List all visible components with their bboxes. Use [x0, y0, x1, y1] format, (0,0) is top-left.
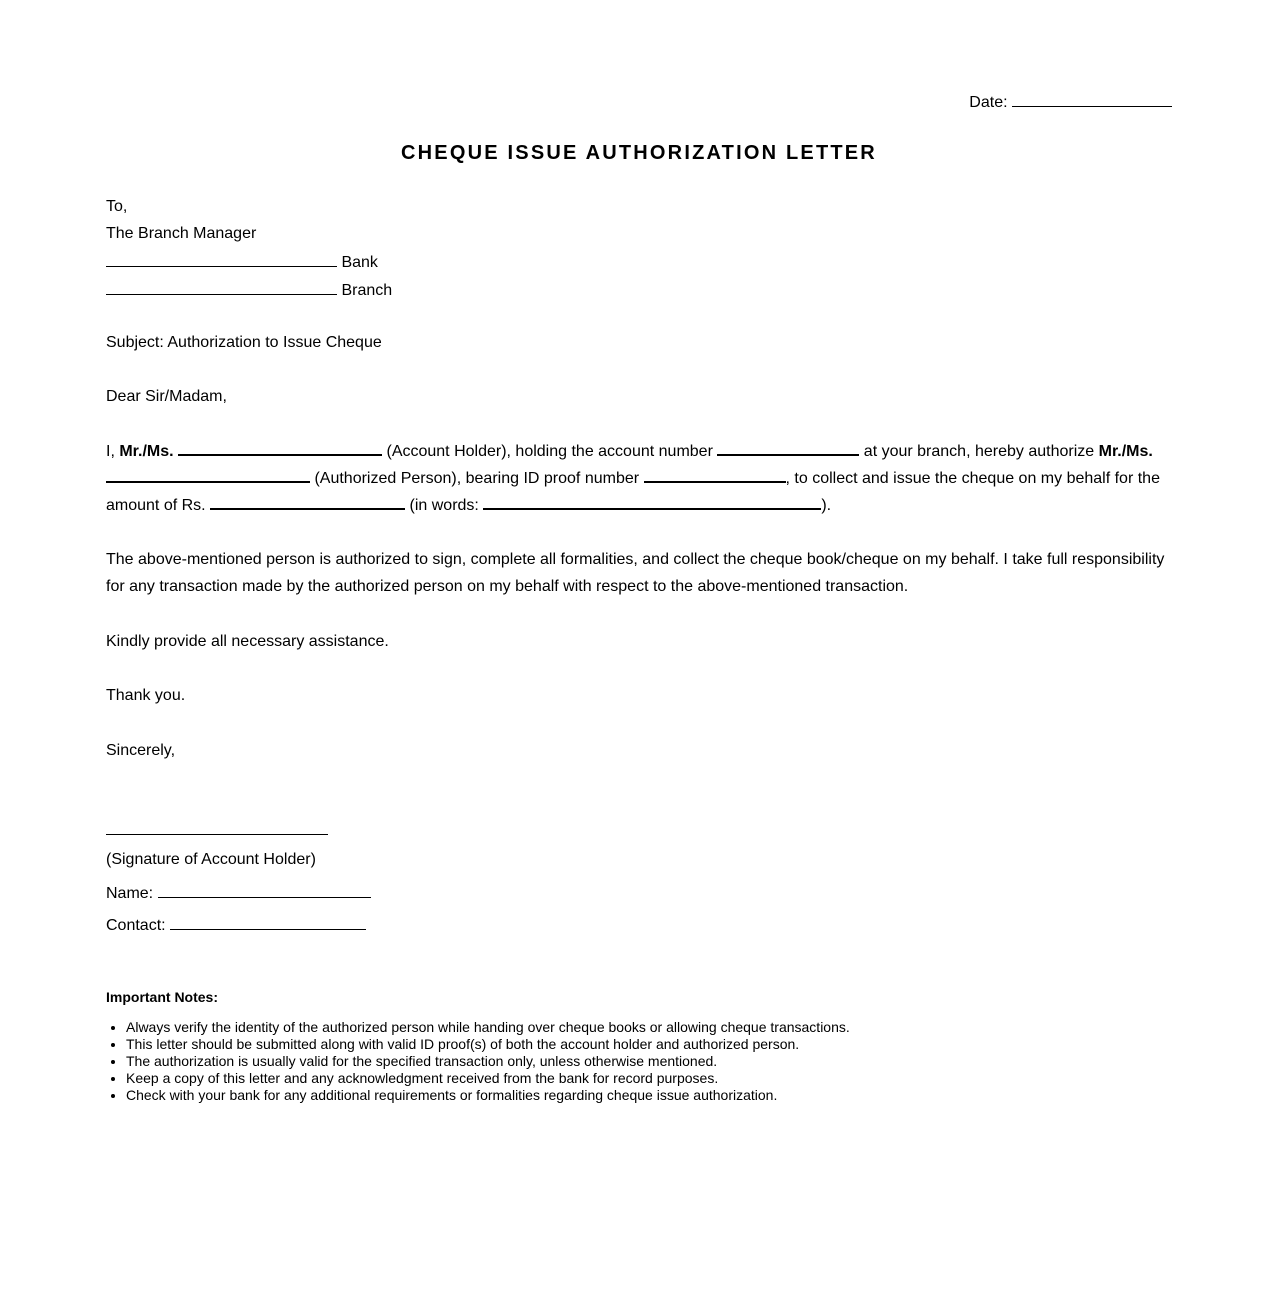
text-amount: amount of Rs. — [106, 497, 206, 514]
text-in-words: (in words: — [409, 497, 479, 514]
text-collect: , to collect and issue the cheque on my behalf for the — [785, 470, 1160, 487]
address-bank-line — [106, 251, 378, 273]
notes-title: Important Notes: — [106, 989, 218, 1005]
contact-line — [106, 914, 366, 936]
signature-line — [106, 834, 328, 835]
id-proof-number-blank — [644, 466, 786, 483]
responsibility-paragraph — [106, 546, 1172, 600]
paragraph-row-1 — [106, 438, 1172, 465]
subject-line: Subject: Authorization to Issue Cheque — [106, 334, 382, 351]
title-authorized: Mr./Ms. — [1098, 443, 1153, 460]
amount-in-words-blank — [483, 493, 821, 510]
branch-suffix: Branch — [341, 282, 393, 299]
date-blank — [1012, 91, 1172, 107]
contact-label: Contact: — [106, 917, 166, 934]
responsibility-line-2: for any transaction made by the authorized person on my behalf with respect to the above-mentioned transaction. — [106, 578, 909, 595]
paragraph-row-2 — [106, 465, 1172, 492]
signature-caption: (Signature of Account Holder) — [106, 851, 316, 868]
text-authorized-person: (Authorized Person), bearing ID proof number — [314, 470, 640, 487]
bank-name-blank — [106, 251, 337, 267]
authorized-person-name-blank — [106, 466, 310, 483]
address-recipient: The Branch Manager — [106, 225, 257, 242]
branch-name-blank — [106, 279, 337, 295]
text-close-paren: ). — [821, 497, 832, 514]
salutation: Dear Sir/Madam, — [106, 388, 227, 405]
contact-blank — [170, 914, 366, 930]
letter-page — [106, 0, 1172, 1300]
paragraph-row-3 — [106, 492, 1172, 519]
thank-you-line: Thank you. — [106, 687, 186, 704]
title-holder: Mr./Ms. — [119, 443, 174, 460]
name-label: Name: — [106, 885, 154, 902]
date-label: Date: — [969, 94, 1008, 111]
letter-title: CHEQUE ISSUE AUTHORIZATION LETTER — [401, 142, 877, 164]
address-branch-line — [106, 279, 392, 301]
responsibility-line-1: The above-mentioned person is authorized to sign, complete all formalities, and collect the cheque book/cheque on my behalf. I take full responsibility — [106, 551, 1165, 568]
text-at-branch: at your branch, hereby authorize — [863, 443, 1095, 460]
name-blank — [158, 882, 371, 898]
bank-suffix: Bank — [341, 254, 378, 271]
list-item: • Always verify the identity of the authorized person while handing over cheque books or allowing cheque transactions. — [126, 1019, 850, 1036]
list-item: • The authorization is usually valid for the specified transaction only, unless otherwise mentioned. — [126, 1053, 850, 1070]
list-item: • Keep a copy of this letter and any acknowledgment received from the bank for record purposes. — [126, 1070, 850, 1087]
list-item: • This letter should be submitted along with valid ID proof(s) of both the account holder and authorized person. — [126, 1036, 850, 1053]
amount-blank — [210, 493, 405, 510]
list-item: • Check with your bank for any additional requirements or formalities regarding cheque issue authorization. — [126, 1087, 850, 1104]
name-line — [106, 882, 371, 904]
assistance-line: Kindly provide all necessary assistance. — [106, 633, 389, 650]
date-row — [969, 91, 1172, 113]
text-account-holder: (Account Holder), holding the account number — [386, 443, 713, 460]
closing-line: Sincerely, — [106, 742, 176, 759]
authorization-paragraph — [106, 438, 1172, 519]
notes-list — [106, 1019, 850, 1104]
account-number-blank — [717, 439, 859, 456]
address-to: To, — [106, 198, 128, 215]
account-holder-name-blank — [178, 439, 382, 456]
text-i: I, — [106, 443, 115, 460]
